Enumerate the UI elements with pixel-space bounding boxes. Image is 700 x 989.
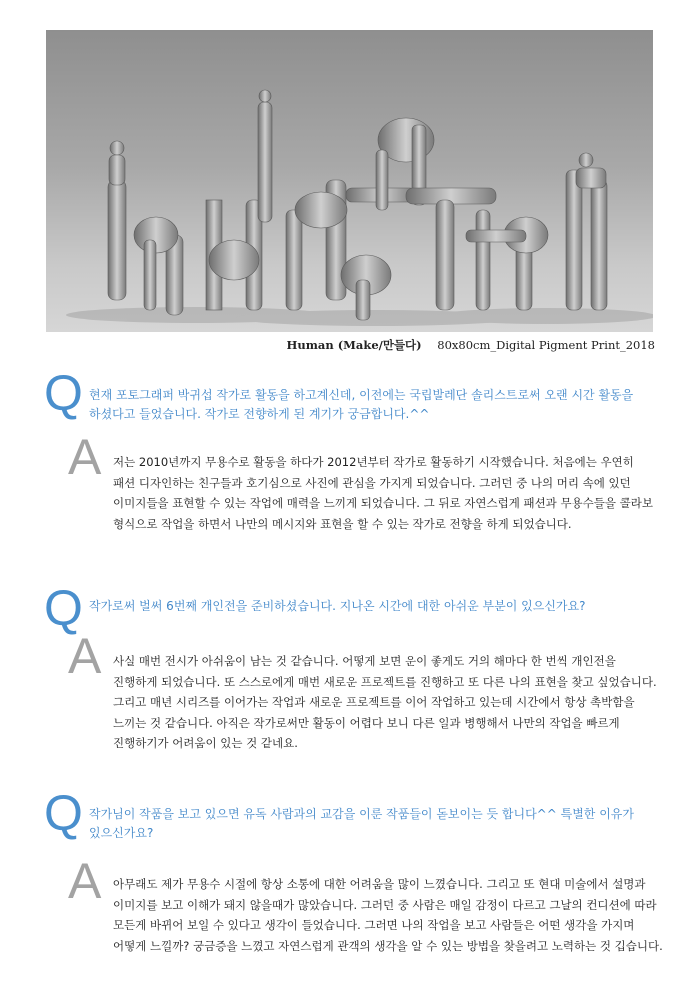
question-text: 현재 포토그래퍼 박귀섭 작가로 활동을 하고계신데, 이전에는 국립발레단 솔리스트로써 오랜 시간 활동을 하셨다고 들었습니다. 작가로 전향하게 된 계기가 궁금합니다.^^ — [89, 388, 634, 421]
answer-text: 사실 매번 전시가 아쉬움이 남는 것 같습니다. 어떻게 보면 운이 좋게도 거의 해마다 한 번씩 개인전을 진행하게 되었습니다. 또 스스로에게 매번 새로운 프로젝트를 진행하고 또 다른 나의 표현을 찾고 싶었습니다. 그리고 매년 시리즈를 이어가는 작업과 새로운 프로젝트를 이어 작업하고 있는데 시간에서 항상 촉박함을 느끼는 것 같습니다. 아직은 작가로써만 활동이 어렵다 보니 다른 일과 병행해서 나만의 작업을 빠르게 진행하기가 어려움이 있는 것 같네요. — [113, 654, 657, 750]
human-figures-illustration — [46, 30, 653, 332]
answer-text: 아무래도 제가 무용수 시절에 항상 소통에 대한 어려움을 많이 느꼈습니다. 그리고 또 현대 미술에서 설명과 이미지를 보고 이해가 돼지 않을때가 많았습니다. 그러던 중 사람은 매일 감정이 다르고 그날의 컨디션에 따라 모든게 바뀌어 보일 수 있다고 생각이 들었습니다. 그러면 나의 작업을 보고 사람들은 어떤 생각을 가지며 어떻게 느낄까? 궁금증을 느꼈고 자연스럽게 관객의 생각을 알 수 있는 방법을 찾을려고 노력하는 것 깁습니다. — [113, 877, 663, 953]
question-mark-letter: Q — [44, 580, 83, 636]
question-mark-letter: Q — [44, 365, 83, 421]
answer-text: 저는 2010년까지 무용수로 활동을 하다가 2012년부터 작가로 활동하기 시작했습니다. 처음에는 우연히 패션 디자인하는 친구들과 호기심으로 사진에 관심을 가지게 되었습니다. 그러던 중 나의 머리 속에 있던 이미지들을 표현할 수 있는 작업에 매력을 느끼게 되었습니다. 그 뒤로 자연스럽게 패션과 무용수들을 콜라보 형식으로 작업을 하면서 나만의 메시지와 표현을 할 수 있는 작가로 전향을 하게 되었습니다. — [113, 455, 653, 531]
question-text: 작가님이 작품을 보고 있으면 유독 사람과의 교감을 이룬 작품들이 돋보이는 듯 합니다^^ 특별한 이유가 있으신가요? — [89, 807, 634, 840]
answer-mark-letter: A — [68, 628, 102, 684]
artwork-caption — [287, 337, 655, 353]
artwork-photo — [46, 30, 653, 332]
question-text: 작가로써 벌써 6번째 개인전을 준비하셨습니다. 지나온 시간에 대한 아쉬운 부분이 있으신가요? — [89, 599, 586, 613]
answer-mark-letter: A — [68, 853, 102, 909]
question-mark-letter: Q — [44, 785, 83, 841]
answer-mark-letter: A — [68, 429, 102, 485]
artwork-title: Human (Make/만들다) — [286, 338, 422, 352]
artwork-details: 80x80cm_Digital Pigment Print_2018 — [437, 338, 655, 352]
